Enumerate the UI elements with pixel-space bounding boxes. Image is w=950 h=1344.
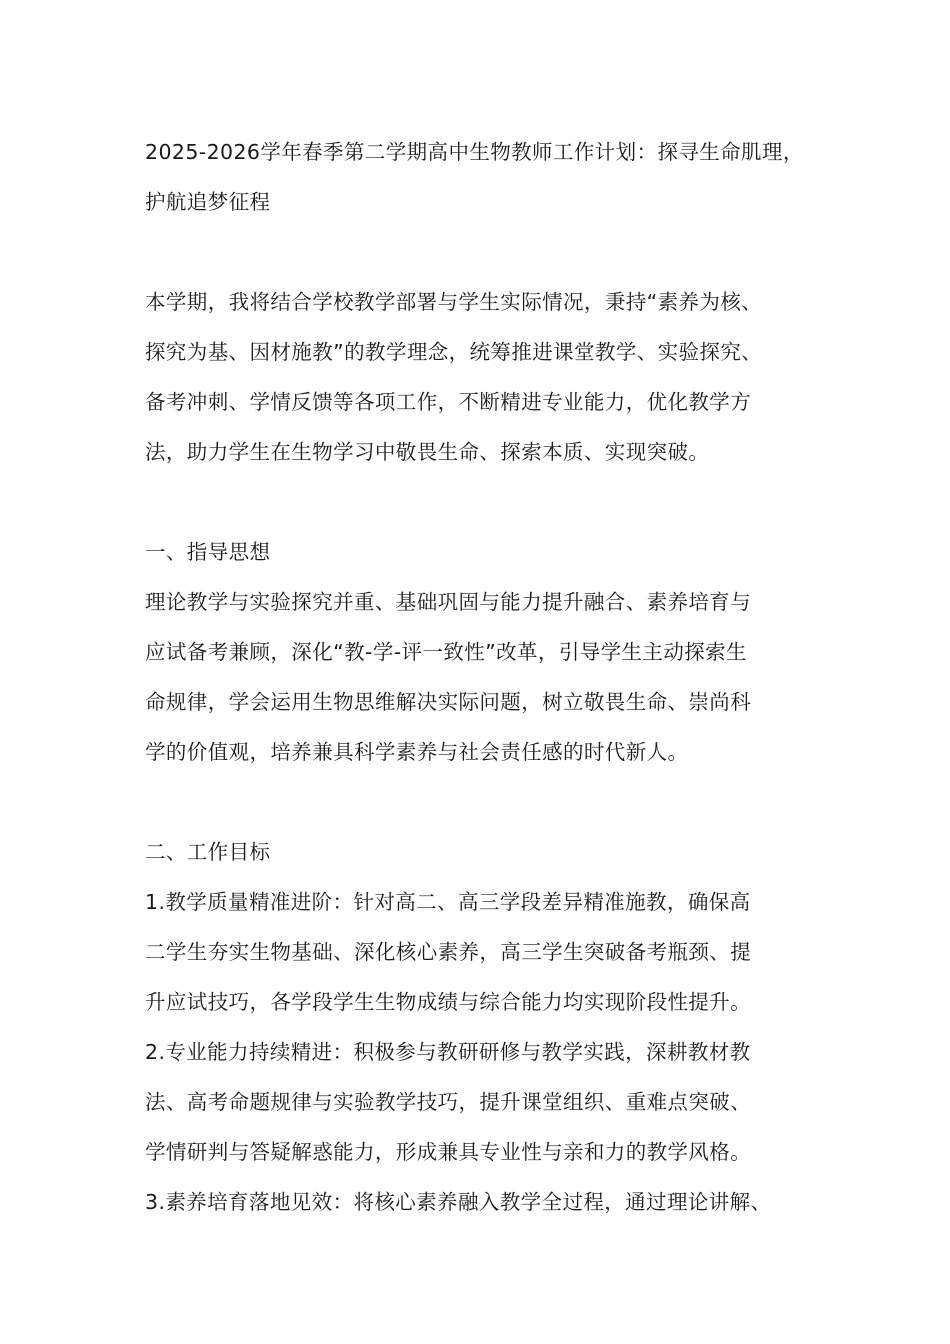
section2-line-7: 3.素养培育落地见效：将核心素养融入教学全过程，通过理论讲解、 — [145, 1190, 772, 1214]
section2-line-3: 升应试技巧，各学段学生生物成绩与综合能力均实现阶段性提升。 — [145, 990, 752, 1014]
section1-heading: 一、指导思想 — [145, 540, 271, 564]
section2-line-5: 法、高考命题规律与实验教学技巧，提升课堂组织、重难点突破、 — [145, 1090, 752, 1114]
intro-line-3: 备考冲刺、学情反馈等各项工作，不断精进专业能力，优化教学方 — [145, 390, 752, 414]
intro-line-2: 探究为基、因材施教”的教学理念，统筹推进课堂教学、实验探究、 — [145, 340, 763, 364]
intro-line-4: 法，助力学生在生物学习中敬畏生命、探索本质、实现突破。 — [145, 440, 710, 464]
section1-line-4: 学的价值观，培养兼具科学素养与社会责任感的时代新人。 — [145, 740, 689, 764]
section2-line-2: 二学生夯实生物基础、深化核心素养，高三学生突破备考瓶颈、提 — [145, 940, 752, 964]
intro-line-1: 本学期，我将结合学校教学部署与学生实际情况，秉持“素养为核、 — [145, 290, 763, 314]
section1-line-2: 应试备考兼顾，深化“教-学-评一致性”改革，引导学生主动探索生 — [145, 640, 747, 664]
section1-line-3: 命规律，学会运用生物思维解决实际问题，树立敬畏生命、崇尚科 — [145, 690, 752, 714]
section2-line-4: 2.专业能力持续精进：积极参与教研研修与教学实践，深耕教材教 — [145, 1040, 751, 1064]
section2-heading: 二、工作目标 — [145, 840, 271, 864]
section1-line-1: 理论教学与实验探究并重、基础巩固与能力提升融合、素养培育与 — [145, 590, 752, 614]
document-body — [145, 127, 835, 1227]
spacer — [145, 227, 835, 277]
spacer — [145, 777, 835, 827]
section2-line-6: 学情研判与答疑解惑能力，形成兼具专业性与亲和力的教学风格。 — [145, 1140, 752, 1164]
spacer — [145, 477, 835, 527]
document-title-line-1: 2025-2026学年春季第二学期高中生物教师工作计划：探寻生命肌理， — [145, 140, 804, 164]
document-title-line-2: 护航追梦征程 — [145, 190, 271, 214]
section2-line-1: 1.教学质量精准进阶：针对高二、高三学段差异精准施教，确保高 — [145, 890, 751, 914]
